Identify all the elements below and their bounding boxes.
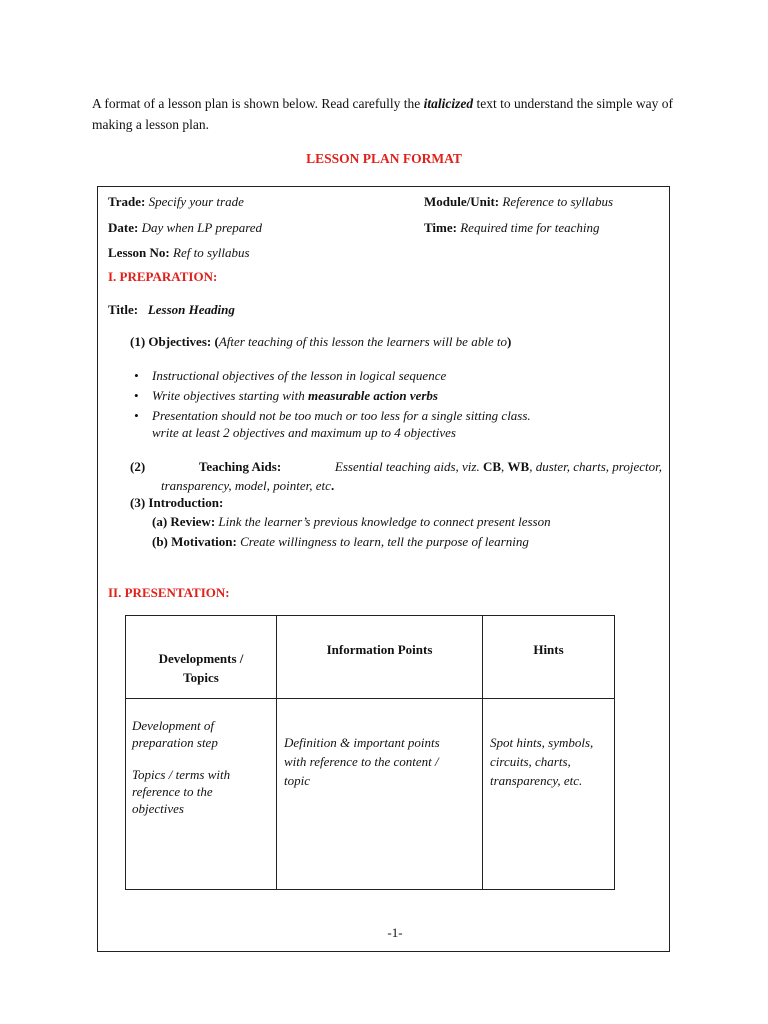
time-row: Time: Required time for teaching — [424, 220, 600, 235]
presentation-table — [125, 615, 615, 890]
table-cell-hints: Spot hints, symbols, circuits, charts, transparency, etc. — [483, 699, 615, 890]
objectives-row: (1) Objectives: (After teaching of this lesson the learners will be able to) — [130, 334, 512, 349]
intro-text: A format of a lesson plan is shown below. Read carefully the — [92, 96, 424, 111]
table-header-information-points: Information Points — [277, 616, 483, 699]
module-row: Module/Unit: Reference to syllabus — [424, 194, 614, 209]
intro-paragraph — [92, 93, 692, 135]
title-row: Title: Lesson Heading — [108, 302, 235, 317]
intro-text-end: text to understand the simple way of making a lesson plan. — [92, 96, 674, 132]
introduction-label: (3) Introduction: — [130, 495, 224, 510]
list-item: • Instructional objectives of the lesson in logical sequence — [130, 367, 670, 384]
lesson-heading: Lesson Heading — [147, 302, 235, 317]
motivation-row: (b) Motivation: Create willingness to learn, tell the purpose of learning — [152, 534, 529, 549]
lesson-no-value: Ref to syllabus — [173, 245, 250, 260]
lesson-no-row: Lesson No: Ref to syllabus — [108, 245, 250, 260]
table-header-developments: Developments / Topics — [126, 616, 277, 699]
table-cell-developments: Development of preparation step Topics / terms with reference to the objectives — [126, 699, 277, 890]
review-row: (a) Review: Link the learner’s previous knowledge to connect present lesson — [152, 514, 551, 529]
list-item: • Write objectives starting with measurable action verbs — [130, 387, 670, 404]
page-number: -1- — [387, 925, 403, 940]
time-value: Required time for teaching — [460, 220, 600, 235]
objectives-list — [130, 367, 670, 441]
table-row — [126, 616, 615, 699]
presentation-heading: II. PRESENTATION: — [108, 585, 230, 600]
table-header-hints: Hints — [483, 616, 615, 699]
table-cell-information-points: Definition & important points with reference to the content / topic — [277, 699, 483, 890]
list-item: • Presentation should not be too much or too less for a single sitting class. write at least 2 objectives and maximum up to 4 objectives — [130, 407, 670, 441]
trade-row: Trade: Specify your trade — [108, 194, 244, 209]
date-value: Day when LP prepared — [141, 220, 263, 235]
date-row: Date: Day when LP prepared — [108, 220, 263, 235]
document-title: LESSON PLAN FORMAT — [306, 151, 462, 166]
trade-value: Specify your trade — [148, 194, 244, 209]
teaching-aids: (2) Teaching Aids: Essential teaching aids, viz. CB, WB, duster, charts, projector, transparency, model, pointer, etc. — [130, 459, 662, 493]
module-value: Reference to syllabus — [502, 194, 614, 209]
intro-emphasis: italicized — [423, 96, 474, 111]
table-row — [126, 699, 615, 890]
preparation-heading: I. PREPARATION: — [108, 269, 218, 284]
